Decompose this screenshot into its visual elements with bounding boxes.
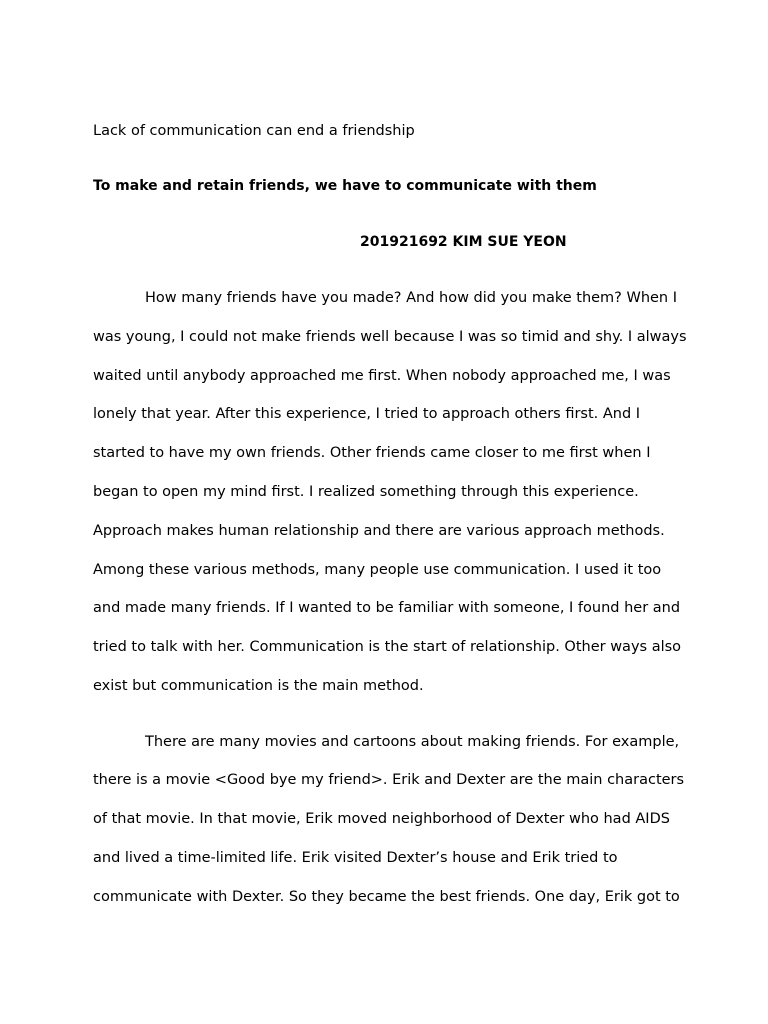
paragraph-2-line-3: of that movie. In that movie, Erik moved neighborhood of Dexter who had AIDS bbox=[93, 811, 670, 827]
paragraph-2-line-5: communicate with Dexter. So they became the best friends. One day, Erik got to bbox=[93, 889, 680, 905]
paragraph-1-line-8: Among these various methods, many people use communication. I used it too bbox=[93, 562, 662, 578]
paragraph-1-line-6: began to open my mind first. I realized something through this experience. bbox=[93, 484, 639, 500]
paragraph-2-line-4: and lived a time-limited life. Erik visited Dexter’s house and Erik tried to bbox=[93, 850, 618, 866]
document-title: Lack of communication can end a friendship bbox=[93, 123, 415, 139]
paragraph-1-line-3: waited until anybody approached me first. When nobody approached me, I was bbox=[93, 368, 671, 384]
author-line: 201921692 KIM SUE YEON bbox=[360, 234, 567, 250]
paragraph-1-line-1: How many friends have you made? And how did you make them? When I bbox=[145, 290, 678, 306]
paragraph-2-line-2: there is a movie <Good bye my friend>. Erik and Dexter are the main characters bbox=[93, 772, 685, 788]
paragraph-1-line-9: and made many friends. If I wanted to be familiar with someone, I found her and bbox=[93, 600, 681, 616]
paragraph-1-line-5: started to have my own friends. Other friends came closer to me first when I bbox=[93, 445, 651, 461]
paragraph-1-line-11: exist but communication is the main method. bbox=[93, 678, 424, 694]
paragraph-1-line-10: tried to talk with her. Communication is the start of relationship. Other ways also bbox=[93, 639, 682, 655]
paragraph-1-line-2: was young, I could not make friends well because I was so timid and shy. I always bbox=[93, 329, 687, 345]
paragraph-1-line-4: lonely that year. After this experience, I tried to approach others first. And I bbox=[93, 406, 641, 422]
document-subtitle: To make and retain friends, we have to communicate with them bbox=[93, 178, 597, 194]
paragraph-2-line-1: There are many movies and cartoons about making friends. For example, bbox=[145, 734, 680, 750]
paragraph-1-line-7: Approach makes human relationship and there are various approach methods. bbox=[93, 523, 665, 539]
